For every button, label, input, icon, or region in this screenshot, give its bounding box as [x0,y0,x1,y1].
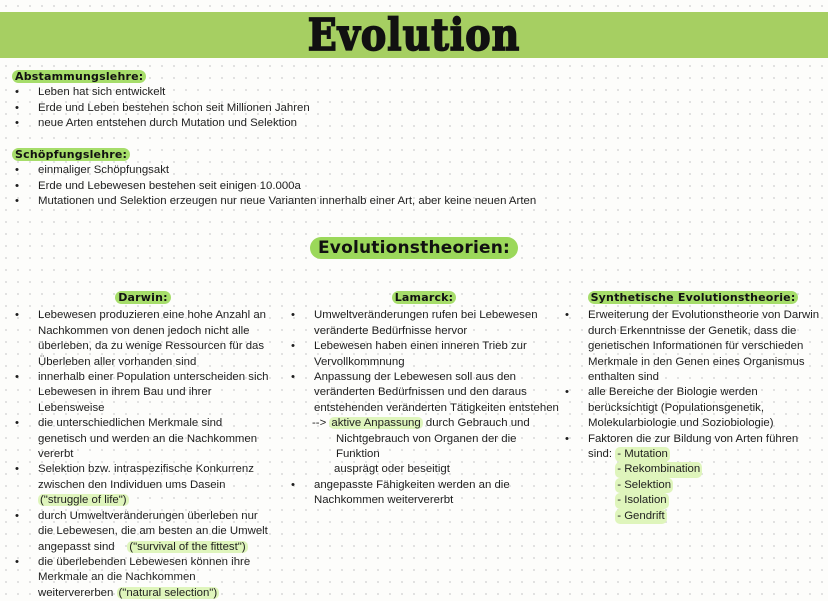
highlighted-term: aktive Anpassung [331,417,421,430]
list-item: • angepasste Fähigkeiten werden an die Nachkommen weitervererbt [288,478,560,509]
section-schoepfungslehre [12,148,812,210]
heading-abstammungslehre: Abstammungslehre: [12,70,146,83]
list-item: • Mutationen und Selektion erzeugen nur neue Varianten innerhalb einer Art, aber keine neuen Arten [12,194,812,209]
arrow-icon: --> [312,417,330,430]
abstammungslehre-list [12,85,812,131]
list-item: • einmaliger Schöpfungsakt [12,163,812,178]
highlighted-term: ("natural selection") [118,586,218,599]
evolutionstheorien-heading-wrap [0,237,828,259]
list-item: • innerhalb einer Population unterscheiden sich Lebewesen in ihrem Bau und ihrer Lebensweise [12,370,274,416]
lamarck-continuation: --> aktive Anpassung durch Gebrauch und Nichtgebrauch von Organen der die Funktion ausprägt oder beseitigt [312,417,530,476]
factor-item: - Mutation [615,447,670,462]
lamarck-list [288,308,560,508]
list-item: • neue Arten entstehen durch Mutation und Selektion [12,116,812,131]
darwin-list [12,308,274,601]
heading-lamarck: Lamarck: [392,291,457,304]
list-item: • Leben hat sich entwickelt [12,85,812,100]
list-item: • Erde und Lebewesen bestehen seit einigen 10.000a [12,179,812,194]
heading-synthetische-evolutionstheorie: Synthetische Evolutionstheorie: [588,291,799,304]
list-item: • Lebewesen haben einen inneren Trieb zur Vervollkommnung [288,339,560,370]
heading-schoepfungslehre: Schöpfungslehre: [12,148,130,161]
column-lamarck [288,291,560,509]
highlighted-term: ("struggle of life") [40,494,127,507]
column-synthetische-evolutionstheorie [562,291,824,524]
heading-evolutionstheorien: Evolutionstheorien: [310,237,518,259]
factor-item: - Gendrift [615,509,666,524]
heading-darwin: Darwin: [115,291,171,304]
synthetische-list [562,308,824,524]
highlighted-term: ("survival of the fittest") [129,540,246,553]
factor-item: - Isolation [615,493,668,508]
list-item: • Anpassung der Lebewesen soll aus den veränderten Bedürfnissen und den daraus entstehenden veränderten Tätigkeiten entstehen --> aktive Anpassung durch Gebrauch und Nichtgebrauch von Organen der die Funktion ausprägt oder beseitigt [288,370,560,478]
schoepfungslehre-list [12,163,812,209]
section-abstammungslehre [12,70,812,132]
list-item: • die unterschiedlichen Merkmale sind genetisch und werden an die Nachkommen vererbt [12,416,274,462]
factor-item: - Rekombination [615,462,702,477]
column-darwin [12,291,274,601]
list-item: • Selektion bzw. intraspezifische Konkurrenz zwischen den Individuen ums Dasein ("struggle of life") [12,462,274,508]
list-item: • Umweltveränderungen rufen bei Lebewesen veränderte Bedürfnisse hervor [288,308,560,339]
factors-list [615,447,702,524]
list-item-factors: • Faktoren die zur Bildung von Arten führen sind: - Mutation - Rekombination - Selektion - Isolation - Gendrift [562,432,824,524]
list-item: • durch Umweltveränderungen überleben nur die Lebewesen, die am besten an die Umwelt angepasst sind ("survival of the fittest") [12,509,274,555]
list-item: • Erweiterung der Evolutionstheorie von Darwin durch Erkenntnisse der Genetik, dass die genetischen Informationen für verschieden Merkmale in den Genen eines Organismus enthalten sind [562,308,824,385]
list-item: • alle Bereiche der Biologie werden berücksichtigt (Populationsgenetik, Molekularbiologie und Soziobiologie) [562,385,824,431]
list-item: • Erde und Leben bestehen schon seit Millionen Jahren [12,101,812,116]
factor-item: - Selektion [615,478,673,493]
title-banner [0,8,828,61]
page-title: Evolution [307,8,521,61]
list-item: • Lebewesen produzieren eine hohe Anzahl an Nachkommen von denen jedoch nicht alle überleben, da zu wenige Ressourcen für das Überleben aller vorhanden sind [12,308,274,370]
list-item: • die überlebenden Lebewesen können ihre Merkmale an die Nachkommen weitervererben ("natural selection") [12,555,274,601]
